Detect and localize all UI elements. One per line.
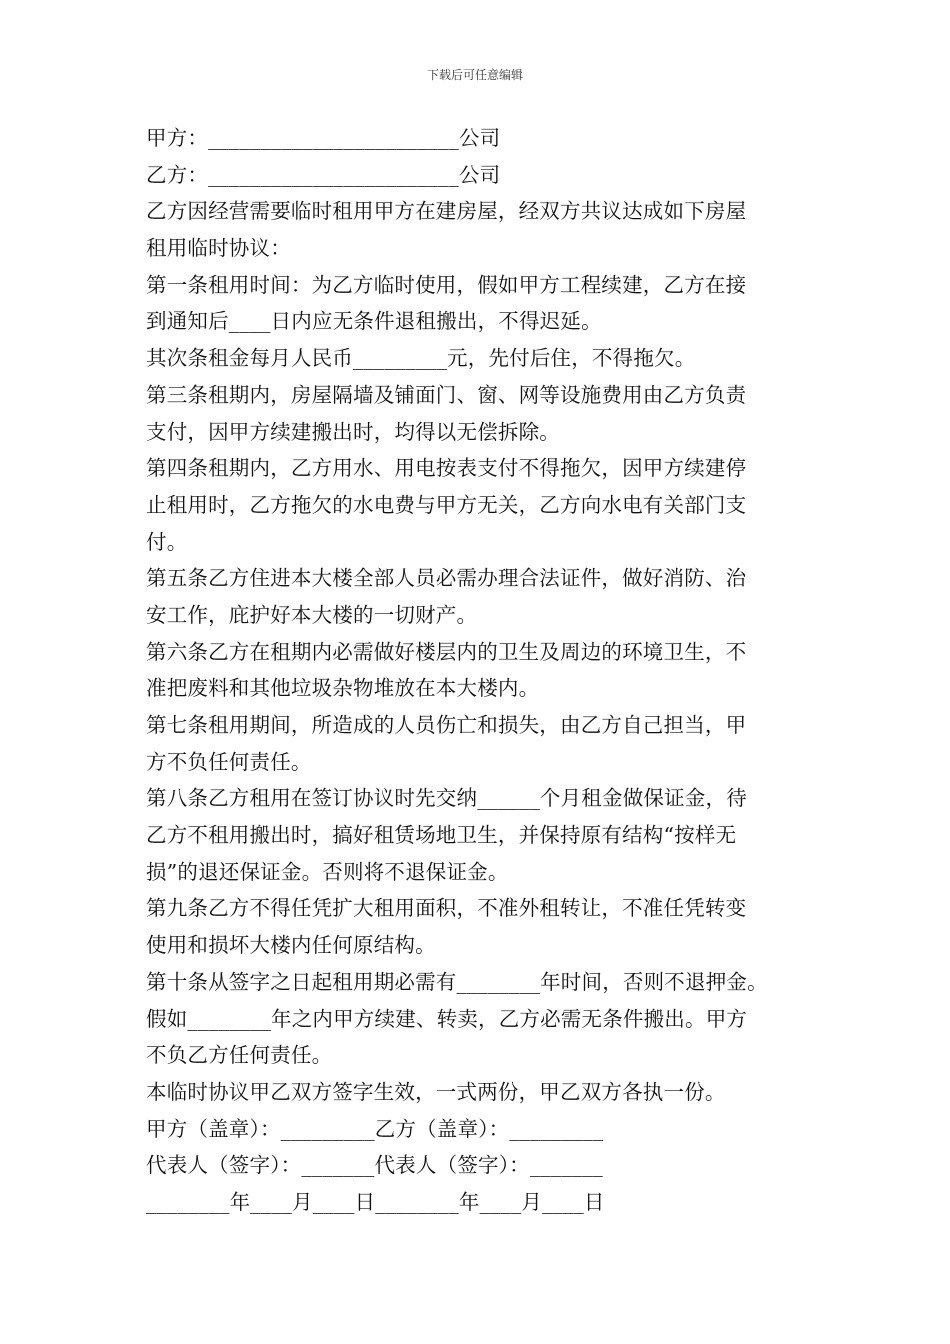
clause-10-line: 不负乙方任何责任。 — [146, 1043, 333, 1068]
clause-4-line: 第四条租期内，乙方用水、用电按表支付不得拖欠，因甲方续建停 — [146, 456, 747, 481]
clause-7-line: 第七条租用期间，所造成的人员伤亡和损失，由乙方自己担当，甲 — [146, 713, 747, 737]
clause-6-line: 准把废料和其他垃圾杂物堆放在本大楼内。 — [146, 676, 540, 701]
intro-line: 乙方因经营需要临时租用甲方在建房屋，经双方共议达成如下房屋 — [146, 199, 747, 224]
clause-4-line: 止租用时，乙方拖欠的水电费与甲方无关，乙方向水电有关部门支 — [146, 492, 747, 517]
clause-10-line: 第十条从签字之日起租用期必需有________年时间，否则不退押金。 — [146, 969, 768, 994]
clause-6-line: 第六条乙方在租期内必需做好楼层内的卫生及周边的环境卫生，不 — [146, 639, 747, 664]
party-b-line: 乙方：________________________公司 — [146, 162, 501, 187]
clause-1-line: 到通知后____日内应无条件退租搬出，不得迟延。 — [146, 309, 602, 334]
intro-line: 租用临时协议： — [146, 236, 291, 261]
clause-10-line: 假如________年之内甲方续建、转卖，乙方必需无条件搬出。甲方 — [146, 1006, 748, 1031]
clause-5-line: 第五条乙方住进本大楼全部人员必需办理合法证件，做好消防、治 — [146, 566, 747, 591]
clause-9-line: 使用和损坏大楼内任何原结构。 — [146, 933, 436, 958]
clause-8-line: 第八条乙方租用在签订协议时先交纳______个月租金做保证金，待 — [146, 786, 747, 811]
effect-line: 本临时协议甲乙双方签字生效，一式两份，甲乙双方各执一份。 — [146, 1079, 726, 1104]
clause-3-line: 第三条租期内，房屋隔墙及铺面门、窗、网等设施费用由乙方负责 — [146, 382, 747, 407]
clause-4-line: 付。 — [146, 529, 188, 554]
clause-2-line: 其次条租金每月人民币_________元，先付后住，不得拖欠。 — [146, 346, 696, 371]
clause-3-line: 支付，因甲方续建搬出时，均得以无偿拆除。 — [146, 419, 560, 444]
seal-line: 甲方（盖章）：_________乙方（盖章）：_________ — [146, 1116, 604, 1141]
clause-8-line: 乙方不租用搬出时，搞好租赁场地卫生，并保持原有结构“按样无 — [146, 823, 737, 848]
page-header: 下载后可任意编辑 — [426, 68, 523, 82]
clause-1-line: 第一条租用时间：为乙方临时使用，假如甲方工程续建，乙方在接 — [146, 272, 747, 297]
signature-line: 代表人（签字）：_______代表人（签字）：_______ — [146, 1153, 603, 1178]
agreement-body — [146, 120, 826, 1221]
party-a-line: 甲方：________________________公司 — [146, 126, 501, 150]
clause-8-line: 损”的退还保证金。否则将不退保证金。 — [146, 859, 509, 884]
date-line: ________年____月____日________年____月____日 — [146, 1189, 605, 1214]
clause-9-line: 第九条乙方不得任凭扩大租用面积，不准外租转让，不准任凭转变 — [146, 896, 747, 921]
clause-7-line: 方不负任何责任。 — [146, 749, 312, 774]
clause-5-line: 安工作，庇护好本大楼的一切财产。 — [146, 602, 478, 627]
